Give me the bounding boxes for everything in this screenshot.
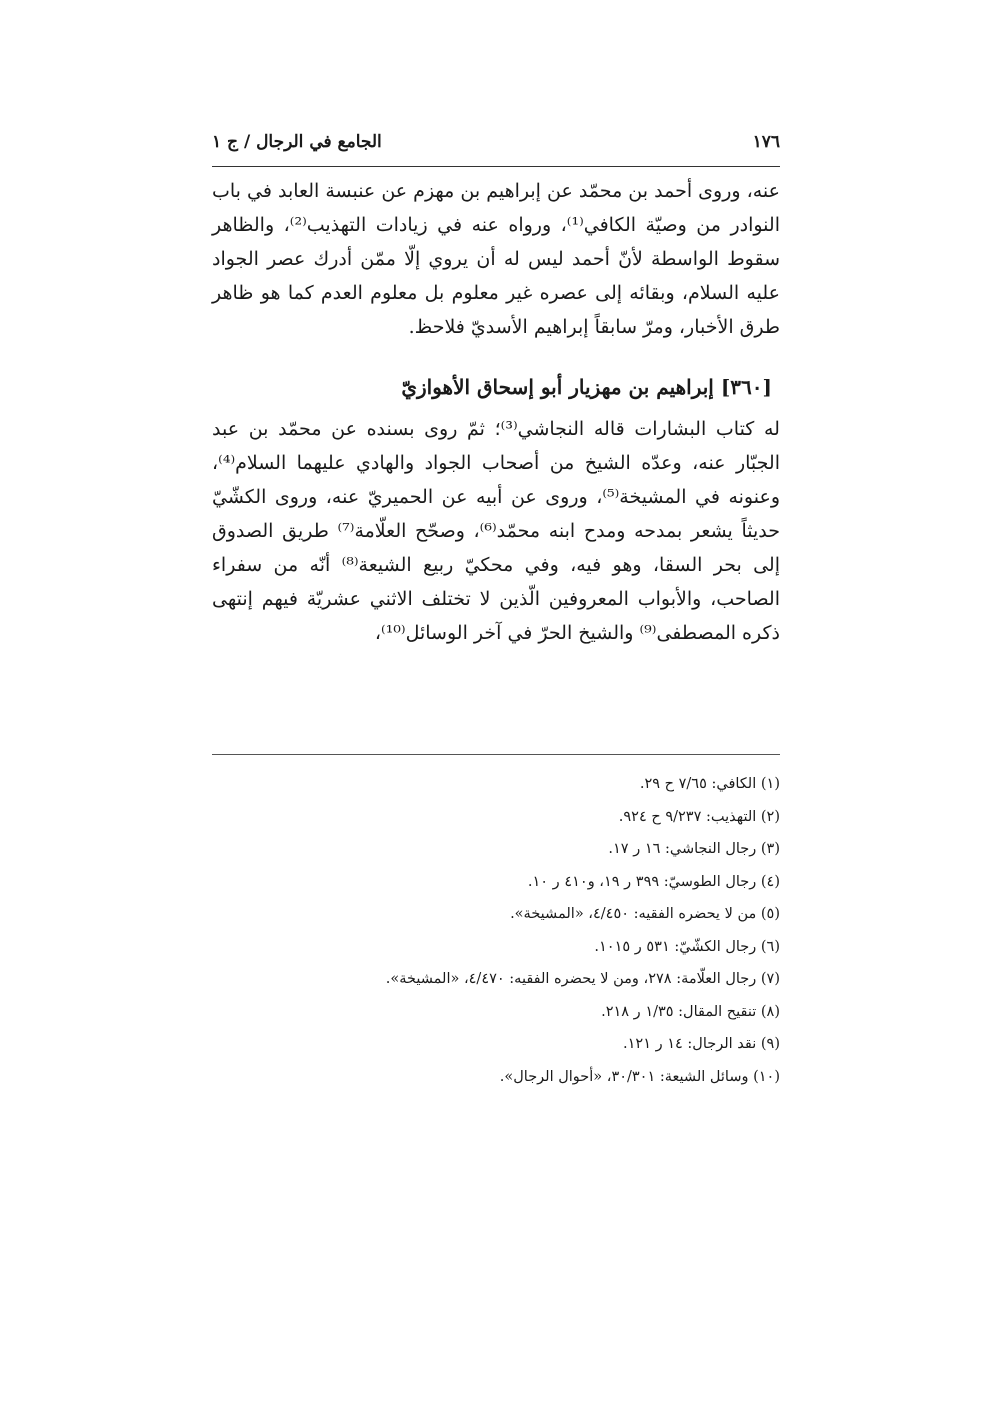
book-page (212, 118, 780, 1118)
entry-heading: [٣٦٠] إبراهيم بن مهزيار أبو إسحاق الأهوازيّ (401, 375, 772, 399)
footnote: (٩) نقد الرجال: ١٤ ر ١٢١. (623, 1036, 780, 1052)
footnote: (٣) رجال النجاشي: ١٦ ر ١٧. (608, 841, 780, 857)
header-divider (212, 166, 780, 167)
entry-paragraph: له كتاب البشارات قاله النجاشي⁽³⁾؛ ثمّ روى بسنده عن محمّد بن عبد الجبّار عنه، وعدّه الشيخ من أصحاب الجواد والهادي عليهما السلام⁽⁴⁾، وعنونه في المشيخة⁽⁵⁾، وروى عن أبيه عن الحميريّ عنه، وروى الكشّيّ حديثاً يشعر بمدحه ومدح ابنه محمّد⁽⁶⁾، وصحّح العلّامة⁽⁷⁾ طريق الصدوق إلى بحر السقا، وهو فيه، وفي محكيّ ربيع الشيعة⁽⁸⁾ أنّه من سفراء الصاحب، والأبواب المعروفين الّذين لا تختلف الاثني عشريّة فيهم إنتهى ذكره المصطفى⁽⁹⁾ والشيخ الحرّ في آخر الوسائل⁽¹⁰⁾، (212, 418, 780, 644)
footnote: (٤) رجال الطوسيّ: ٣٩٩ ر ١٩، و٤١٠ ر ١٠. (527, 873, 780, 890)
main-text (212, 174, 780, 650)
page-number: ١٧٦ (752, 132, 780, 152)
running-title: الجامع في الرجال / ج ١ (212, 132, 382, 152)
footnote: (٢) التهذيب: ٩/٢٣٧ ح ٩٢٤. (618, 808, 780, 825)
footnote: (٨) تنقيح المقال: ١/٣٥ ر ٢١٨. (601, 1003, 780, 1020)
footnote: (٧) رجال العلّامة: ٢٧٨، ومن لا يحضره الفقيه: ٤/٤٧٠، «المشيخة». (385, 971, 780, 987)
footnote: (٦) رجال الكشّيّ: ٥٣١ ر ١٠١٥. (594, 938, 780, 955)
page-header (212, 126, 780, 158)
footnote: (٥) من لا يحضره الفقيه: ٤/٤٥٠، «المشيخة». (510, 906, 780, 922)
footnote: (١٠) وسائل الشيعة: ٣٠/٣٠١، «أحوال الرجال». (499, 1068, 780, 1085)
footnotes-list (212, 768, 780, 1093)
paragraph: عنه، وروى أحمد بن محمّد عن إبراهيم بن مهزم عن عنبسة العابد في باب النوادر من وصيّة الكافي⁽¹⁾، ورواه عنه في زيادات التهذيب⁽²⁾، والظاهر سقوط الواسطة لأنّ أحمد ليس له أن يروي إلّا ممّن أدرك عصر الجواد عليه السلام، وبقائه إلى عصره غير معلوم بل معلوم العدم كما هو ظاهر طرق الأخبار، ومرّ سابقاً إبراهيم الأسديّ فلاحظ. (212, 180, 780, 338)
footnote: (١) الكافي: ٧/٦٥ ح ٢٩. (639, 776, 780, 792)
footnote-divider (212, 754, 780, 755)
